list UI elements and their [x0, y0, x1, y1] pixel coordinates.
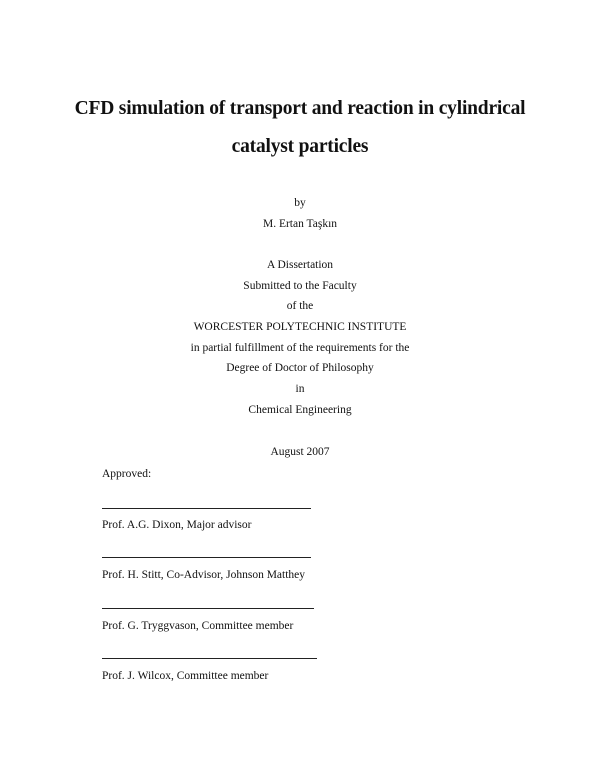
submission-line: of the: [286, 300, 314, 313]
field-name: Chemical Engineering: [248, 403, 352, 416]
submission-date: August 2007: [270, 446, 330, 458]
signatory-name: Prof. H. Stitt, Co-Advisor, Johnson Matthey: [102, 569, 306, 581]
by-label: by: [294, 197, 306, 209]
title-line-2: catalyst particles: [231, 136, 369, 157]
signature-line: [102, 658, 317, 659]
signatory-name: Prof. A.G. Dixon, Major advisor: [102, 519, 252, 531]
date-block: [0, 442, 600, 463]
submission-line: in partial fulfillment of the requirements for the: [190, 341, 410, 354]
degree-name: Degree of Doctor of Philosophy: [226, 362, 374, 375]
signature-line: [102, 557, 311, 558]
institution-name: WORCESTER POLYTECHNIC INSTITUTE: [193, 321, 407, 334]
signatory-name: Prof. G. Tryggvason, Committee member: [102, 620, 294, 632]
submission-line: A Dissertation: [266, 259, 334, 271]
submission-line: in: [295, 383, 305, 396]
dissertation-title: [0, 90, 600, 166]
author-block: [0, 193, 600, 234]
signature-line: [102, 608, 314, 609]
title-line-1: CFD simulation of transport and reaction in cylindrical: [74, 98, 526, 119]
submission-block: [0, 255, 600, 421]
submission-line: Submitted to the Faculty: [243, 279, 357, 292]
approved-label: Approved:: [102, 468, 152, 480]
signature-line: [102, 508, 311, 509]
author-name: M. Ertan Taşkın: [262, 217, 338, 230]
signatory-name: Prof. J. Wilcox, Committee member: [102, 670, 269, 682]
